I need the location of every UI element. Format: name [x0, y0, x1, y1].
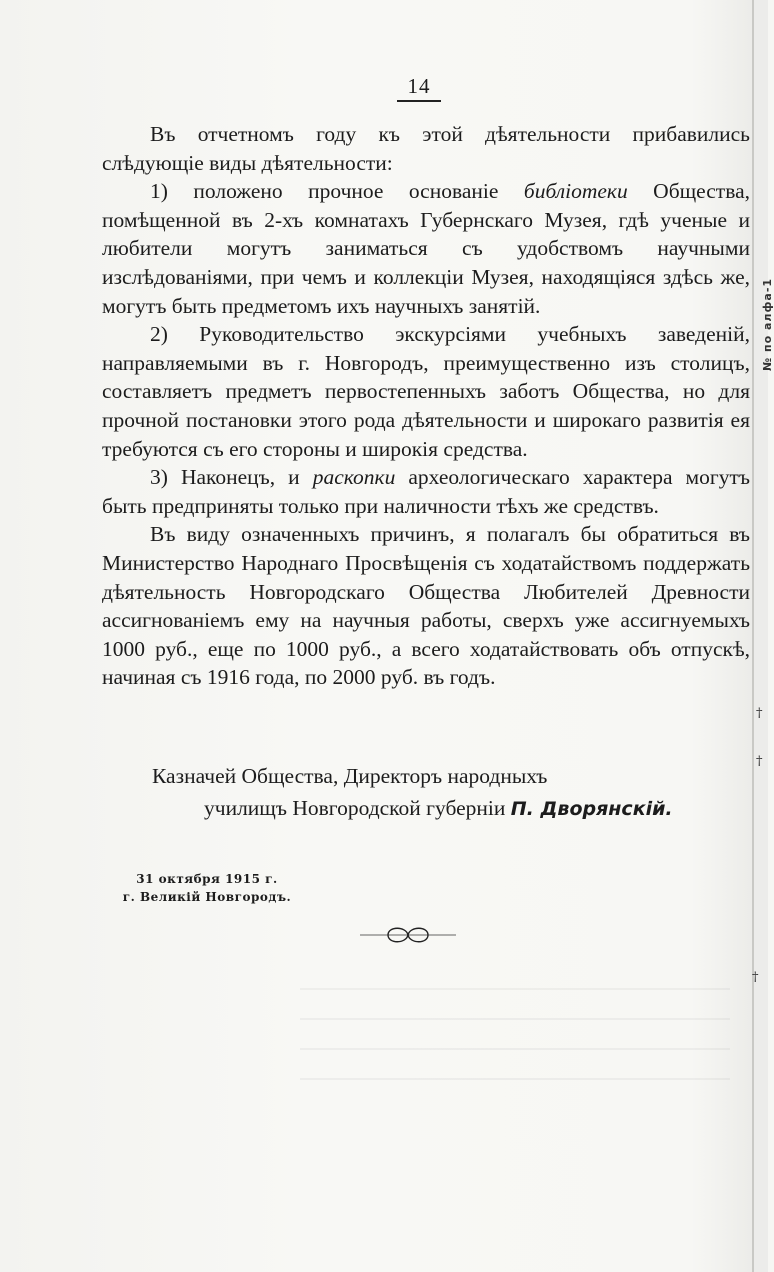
item-3-prefix: 3) Наконецъ, и	[150, 465, 313, 490]
spine-label: № по алфа-1	[760, 277, 774, 372]
item-2-paragraph: 2) Руководительство экскурсіями учебныхъ заведеній, направляемыми въ г. Новгородъ, преимущественно изъ столицъ, составляетъ предметъ первостепенныхъ заботъ Общества, но для прочной постановки этого рода дѣятельности и широкаго развитія ея требуются съ его стороны и широкія средства.	[102, 322, 750, 461]
signature-block	[152, 760, 742, 825]
signature-title-line: Казначей Общества, Директоръ народныхъ	[152, 764, 548, 788]
item-3-text: археологическаго характера могутъ быть предприняты только при наличности тѣхъ же средствъ.	[102, 465, 750, 518]
document-place: г. Великій Новгородъ.	[122, 890, 292, 904]
spine-strip	[754, 0, 768, 1272]
margin-cross-mark: †	[756, 754, 763, 769]
margin-cross-mark: †	[756, 706, 763, 721]
item-1-emphasis: библіотеки	[523, 179, 628, 204]
signatory-name: П. Дворянскій.	[510, 798, 673, 820]
item-1-text: Общества, помѣщенной въ 2-хъ комнатахъ Губернскаго Музея, гдѣ ученые и любители могутъ заниматься съ удобствомъ научными изслѣдованіями, при чемъ и коллекціи Музея, находящіяся здѣсь же, могутъ быть предметомъ ихъ научныхъ занятій.	[102, 179, 750, 318]
bleed-through-shadow	[300, 960, 730, 1110]
date-place-block	[112, 870, 302, 906]
conclusion-paragraph: Въ виду означенныхъ причинъ, я полагалъ бы обратиться въ Министерство Народнаго Просвѣщенія съ ходатайствомъ поддержать дѣятельность Новгородскаго Общества Любителей Древности ассигнованіемъ ему на научныя работы, сверхъ уже ассигнуемыхъ 1000 руб., еще по 1000 руб., а всего ходатайствовать объ отпускѣ, начиная съ 1916 года, по 2000 руб. въ годъ.	[102, 522, 750, 690]
item-1-paragraph	[102, 177, 750, 320]
signature-second-line	[152, 792, 742, 825]
document-date: 31 октября 1915 г.	[136, 872, 278, 886]
page-number-underline	[397, 100, 441, 102]
body-text	[102, 120, 750, 692]
margin-cross-mark: †	[752, 970, 759, 985]
item-3-paragraph	[102, 463, 750, 520]
page-number: 14	[407, 74, 431, 98]
item-3-emphasis: раскопки	[312, 465, 396, 490]
item-1-prefix: 1) положено прочное основаніе	[150, 179, 524, 204]
signature-position: училищъ Новгородской губерніи	[204, 796, 511, 820]
ornament-flourish-icon	[358, 920, 458, 950]
binding-edge	[752, 0, 754, 1272]
intro-paragraph: Въ отчетномъ году къ этой дѣятельности прибавились слѣдующіе виды дѣятельности:	[102, 122, 750, 175]
